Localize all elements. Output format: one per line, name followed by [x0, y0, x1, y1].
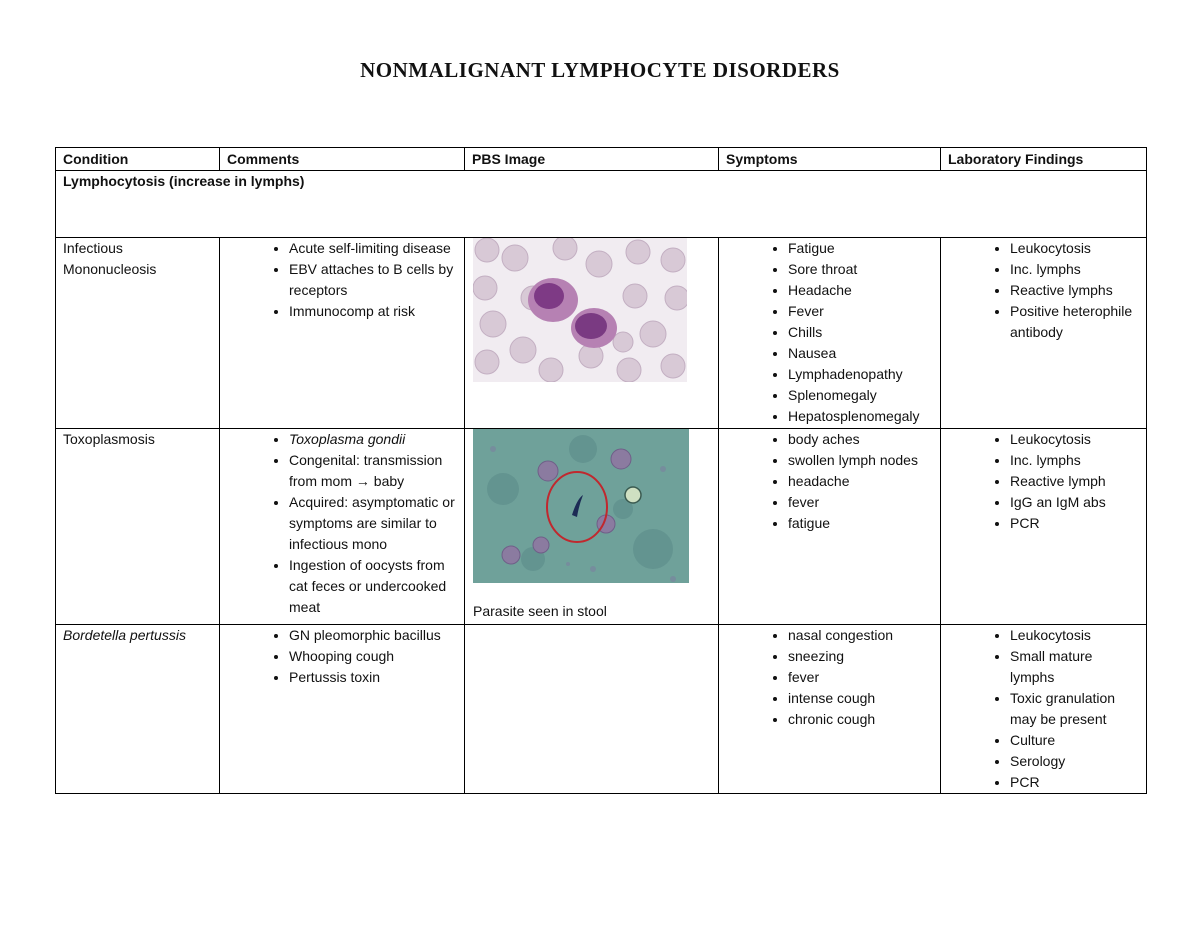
list-item: • Serology — [1010, 751, 1139, 772]
list-item: • Reactive lymphs — [1010, 280, 1139, 301]
symptoms-cell — [719, 238, 941, 429]
section-row — [56, 171, 1147, 238]
section-label: Lymphocytosis (increase in lymphs) — [56, 171, 1147, 238]
list-item: • Toxic granulation may be present — [1010, 688, 1139, 730]
list-item: • Inc. lymphs — [1010, 259, 1139, 280]
lab-findings-cell — [941, 625, 1147, 794]
condition-cell: Bordetella pertussis — [56, 625, 220, 794]
list-item: • Leukocytosis — [1010, 429, 1139, 450]
list-item: • fever — [788, 667, 933, 688]
list-item: • Fatigue — [788, 238, 933, 259]
list-item: • sneezing — [788, 646, 933, 667]
list-item: • Small mature lymphs — [1010, 646, 1139, 688]
page-title: NONMALIGNANT LYMPHOCYTE DISORDERS — [360, 58, 840, 82]
list-item: • Chills — [788, 322, 933, 343]
list-item: • Acute self-limiting disease — [289, 238, 457, 259]
list-item: • Splenomegaly — [788, 385, 933, 406]
list-item: • IgG an IgM abs — [1010, 492, 1139, 513]
header-pbs-image: PBS Image — [465, 148, 719, 171]
pbs-image-cell — [465, 429, 719, 625]
list-item: • swollen lymph nodes — [788, 450, 933, 471]
list-item: • Immunocomp at risk — [289, 301, 457, 322]
table-row — [56, 429, 1147, 625]
list-item: • fever — [788, 492, 933, 513]
header-symptoms: Symptoms — [719, 148, 941, 171]
parasite-image — [473, 429, 689, 583]
list-item: • Headache — [788, 280, 933, 301]
pbs-image-cell — [465, 238, 719, 429]
list-item: • Congenital: transmission from mom → baby — [289, 450, 457, 492]
symptoms-cell — [719, 429, 941, 625]
list-item: • GN pleomorphic bacillus — [289, 625, 457, 646]
list-item: • EBV attaches to B cells by receptors — [289, 259, 457, 301]
list-item: • body aches — [788, 429, 933, 450]
list-item: • Leukocytosis — [1010, 238, 1139, 259]
header-row — [56, 148, 1147, 171]
condition-cell: Toxoplasmosis — [56, 429, 220, 625]
list-item: • Culture — [1010, 730, 1139, 751]
comments-cell — [220, 625, 465, 794]
list-item: • Sore throat — [788, 259, 933, 280]
image-caption: Parasite seen in stool — [473, 603, 607, 619]
list-item: • Positive heterophile antibody — [1010, 301, 1139, 343]
pbs-image-cell — [465, 625, 719, 794]
list-item: • PCR — [1010, 513, 1139, 534]
lab-findings-cell — [941, 429, 1147, 625]
list-item: • Fever — [788, 301, 933, 322]
list-item: • headache — [788, 471, 933, 492]
condition-cell: Infectious Mononucleosis — [56, 238, 220, 429]
list-item: • Hepatosplenomegaly — [788, 406, 933, 427]
list-item: • fatigue — [788, 513, 933, 534]
comments-cell — [220, 429, 465, 625]
disorders-table — [55, 147, 1147, 794]
list-item: • Toxoplasma gondii — [289, 429, 457, 450]
list-item: • Leukocytosis — [1010, 625, 1139, 646]
list-item: • Inc. lymphs — [1010, 450, 1139, 471]
table-row — [56, 625, 1147, 794]
comments-cell — [220, 238, 465, 429]
header-laboratory-findings: Laboratory Findings — [941, 148, 1147, 171]
list-item: • Whooping cough — [289, 646, 457, 667]
list-item: • Acquired: asymptomatic or symptoms are similar to infectious mono — [289, 492, 457, 555]
reactive-lymphocyte-image — [473, 238, 687, 382]
symptoms-cell — [719, 625, 941, 794]
list-item: • Ingestion of oocysts from cat feces or undercooked meat — [289, 555, 457, 618]
list-item: • Lymphadenopathy — [788, 364, 933, 385]
list-item: • Nausea — [788, 343, 933, 364]
lab-findings-cell — [941, 238, 1147, 429]
list-item: • chronic cough — [788, 709, 933, 730]
list-item: • PCR — [1010, 772, 1139, 793]
header-condition: Condition — [56, 148, 220, 171]
header-comments: Comments — [220, 148, 465, 171]
table-row — [56, 238, 1147, 429]
list-item: • intense cough — [788, 688, 933, 709]
list-item: • Reactive lymph — [1010, 471, 1139, 492]
list-item: • nasal congestion — [788, 625, 933, 646]
list-item: • Pertussis toxin — [289, 667, 457, 688]
